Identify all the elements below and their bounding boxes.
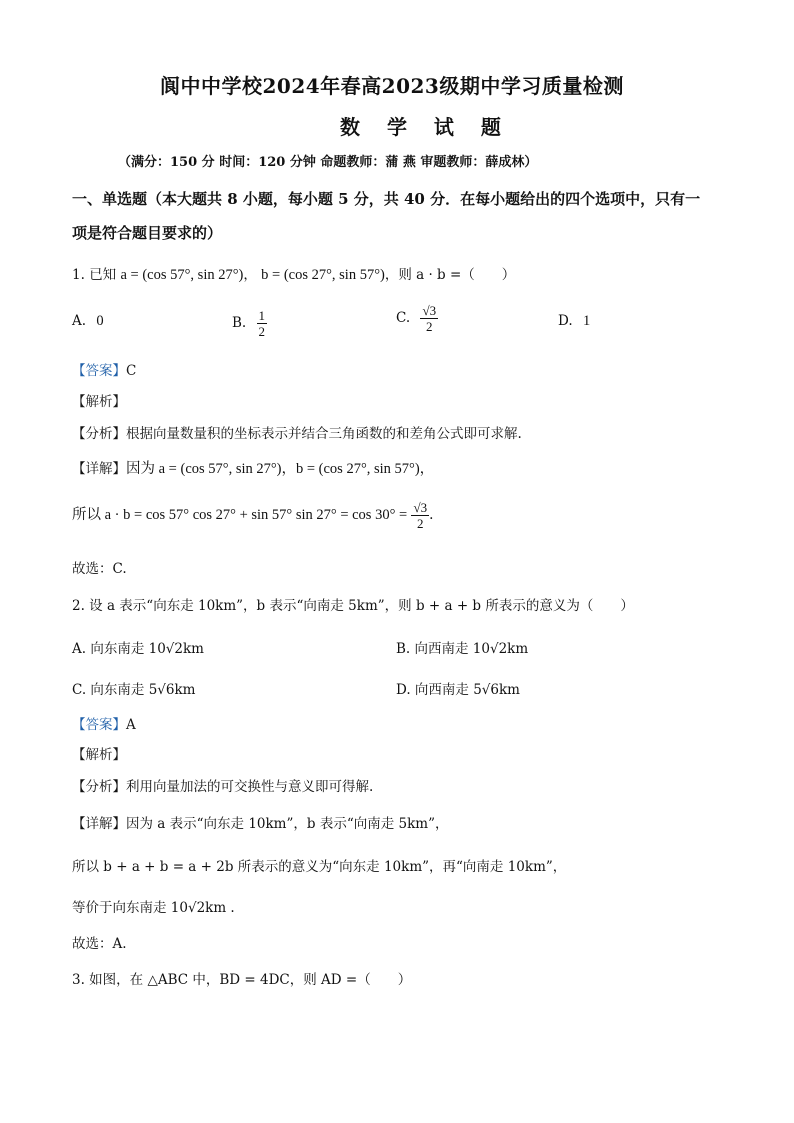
vector-b-definition: b = (cos 27°, sin 57°) xyxy=(261,267,385,283)
jiexi-tag: 【解析】 xyxy=(72,747,126,763)
answer-tag: 【答案】 xyxy=(72,717,126,733)
result-fraction xyxy=(411,500,429,531)
choose-line: 故选：A. xyxy=(72,936,127,952)
analysis-text: 利用向量加法的可交换性与意义即可得解. xyxy=(126,779,374,795)
option-a[interactable]: A. 向东南走 10√2km xyxy=(72,641,204,657)
analysis-tag: 【分析】 xyxy=(72,779,126,795)
question-3-stem: 3. 如图，在 △ABC 中，BD = 4DC，则 AD =（ ） xyxy=(72,972,412,988)
fraction-denominator: 2 xyxy=(258,324,266,339)
detail-line-2: 所以 b + a + b = a + 2b 所表示的意义为“向东走 10km”，再“向南走 10km”， xyxy=(72,859,567,875)
option-fraction xyxy=(257,308,268,339)
question-number: 1. xyxy=(72,267,85,283)
fraction-denominator: 2 xyxy=(417,516,424,531)
subject-title: 数 学 试 题 xyxy=(340,115,511,139)
detail-line-3: 等价于向东南走 10√2km . xyxy=(72,900,235,916)
option-label: A. xyxy=(72,313,87,329)
question-2-stem: 2. 设 a 表示“向东走 10km”，b 表示“向南走 5km”，则 b + a + b 所表示的意义为（ ） xyxy=(72,598,634,614)
section-heading-line1: 一、单选题（本大题共 8 小题，每小题 5 分，共 40 分．在每小题给出的四个选项中，只有一 xyxy=(72,190,701,208)
option-a[interactable] xyxy=(72,313,104,330)
stem-suffix: ，则 a · b =（ ） xyxy=(384,267,516,283)
exam-title: 阆中中学校2024年春高2023级期中学习质量检测 xyxy=(160,74,624,98)
fraction-numerator: √3 xyxy=(422,303,437,318)
option-fraction xyxy=(420,303,438,334)
analysis-text: 根据向量数量积的坐标表示并结合三角函数的和差角公式即可求解. xyxy=(126,426,522,442)
detail-equation: 所以 a · b = cos 57° cos 27° + sin 57° sin 27° = cos 30° = xyxy=(72,507,408,523)
option-c[interactable] xyxy=(396,303,438,334)
option-label: C. xyxy=(396,310,411,326)
option-label: B. xyxy=(232,315,247,331)
option-c[interactable]: C. 向东南走 5√6km xyxy=(72,682,196,698)
option-b[interactable] xyxy=(232,308,267,339)
detail-tag: 【详解】 xyxy=(72,461,126,477)
detail-line-1 xyxy=(72,812,448,832)
jiexi-tag: 【解析】 xyxy=(72,394,126,410)
exam-info: （满分：150 分 时间：120 分钟 命题教师：蒲 燕 审题教师：薛成林） xyxy=(118,155,538,170)
option-label: D. xyxy=(558,313,573,329)
detail-text: 因为 a = (cos 57°, sin 27°)，b = (cos 27°, sin 57°)， xyxy=(126,461,435,477)
answer-value: A xyxy=(126,717,136,733)
answer-tag: 【答案】 xyxy=(72,363,126,379)
detail-tag: 【详解】 xyxy=(72,816,126,832)
option-b[interactable]: B. 向西南走 10√2km xyxy=(396,641,529,657)
question-1-stem xyxy=(72,263,515,284)
fraction-numerator: √3 xyxy=(413,500,428,515)
option-d[interactable] xyxy=(558,313,590,330)
analysis-tag: 【分析】 xyxy=(72,426,126,442)
answer-line xyxy=(72,713,136,733)
option-d[interactable]: D. 向西南走 5√6km xyxy=(396,682,520,698)
option-value: 1 xyxy=(582,313,591,329)
section-heading-line2: 项是符合题目要求的） xyxy=(72,224,223,242)
analysis-line xyxy=(72,422,522,442)
period: . xyxy=(429,507,434,523)
stem-prefix: 已知 xyxy=(89,267,117,283)
choose-line: 故选：C. xyxy=(72,561,127,577)
answer-value: C xyxy=(126,363,137,379)
detail-line-1 xyxy=(72,457,434,478)
detail-text: 因为 a 表示“向东走 10km”，b 表示“向南走 5km”， xyxy=(126,816,449,832)
analysis-line xyxy=(72,775,373,795)
detail-line-2 xyxy=(72,500,433,531)
answer-line xyxy=(72,359,136,379)
fraction-denominator: 2 xyxy=(426,319,433,334)
vector-a-definition: a = (cos 57°, sin 27°) xyxy=(120,267,244,283)
option-value: 0 xyxy=(96,313,104,329)
fraction-numerator: 1 xyxy=(258,308,266,323)
separator: ， xyxy=(243,267,257,283)
